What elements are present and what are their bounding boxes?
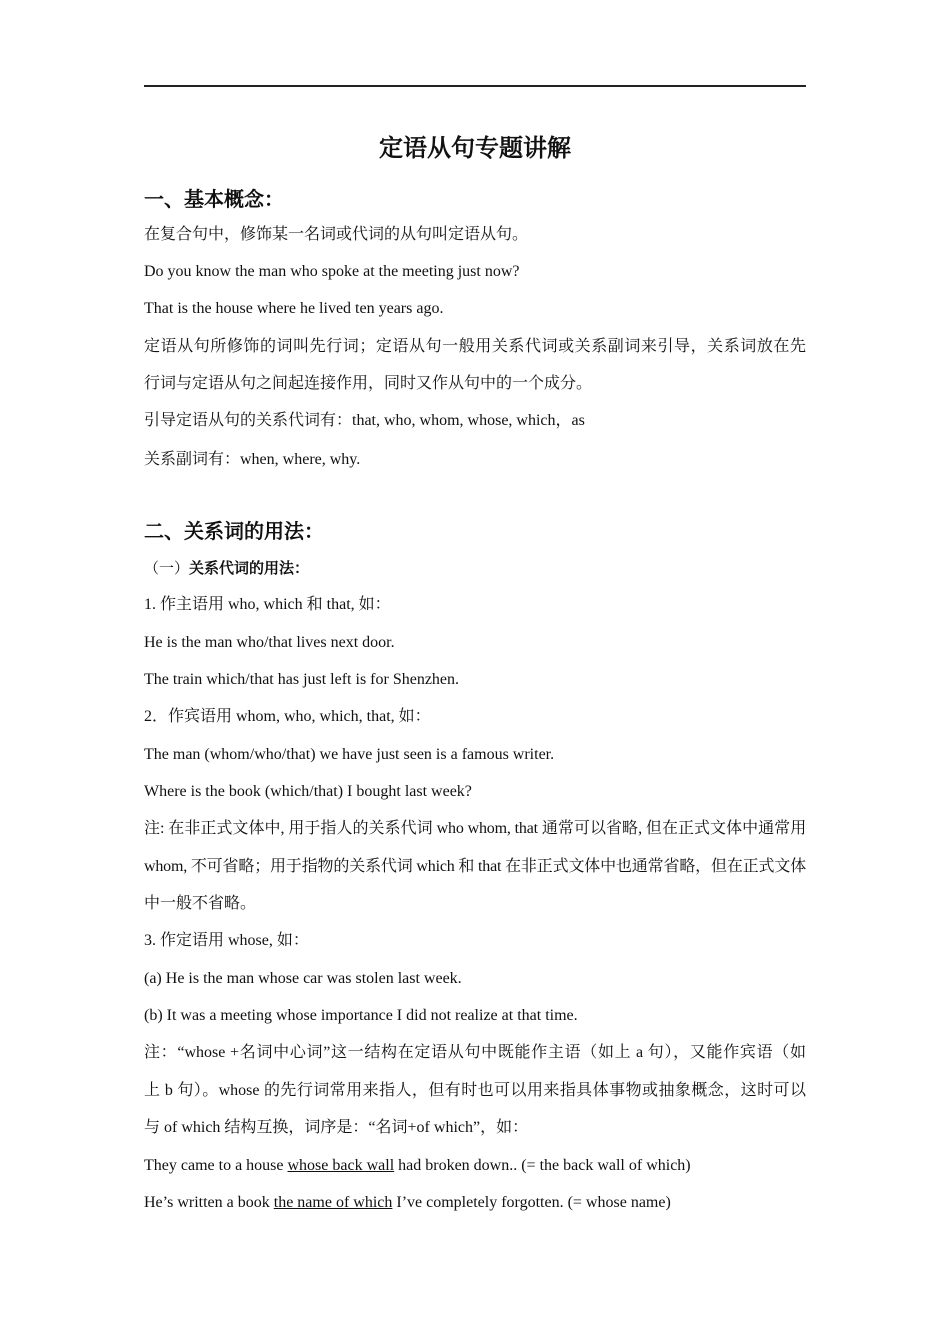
example-sentence: Where is the book (which/that) I bought last week? — [144, 783, 472, 800]
note-line: 中一般不省略。 — [144, 895, 257, 912]
example-sentence: That is the house where he lived ten years ago. — [144, 300, 444, 317]
underlined-phrase: the name of which — [273, 1194, 393, 1211]
example-text: They came to a house — [144, 1157, 288, 1174]
rule-line: 1. 作主语用 who, which 和 that, 如： — [144, 596, 391, 613]
section2-heading: 二、关系词的用法： — [144, 521, 324, 543]
example-sentence: (a) He is the man whose car was stolen last week. — [144, 970, 462, 987]
example-sentence: The man (whom/who/that) we have just seen is a famous writer. — [144, 746, 555, 763]
section1-heading: 一、基本概念： — [144, 189, 284, 211]
page-title: 定语从句专题讲解 — [379, 136, 571, 162]
example-sentence: The train which/that has just left is for Shenzhen. — [144, 671, 460, 688]
example-text: I’ve completely forgotten. (= whose name) — [392, 1194, 671, 1211]
paragraph-line: 关系副词有：when, where, why. — [144, 451, 361, 468]
subsection-prefix: （一） — [144, 561, 190, 577]
example-sentence: Do you know the man who spoke at the meeting just now? — [144, 263, 520, 280]
note-line: 注: 在非正式文体中, 用于指人的关系代词 who whom, that 通常可以省略, 但在正式文体中通常用 — [144, 820, 806, 837]
paragraph-line: 在复合句中，修饰某一名词或代词的从句叫定语从句。 — [144, 226, 529, 243]
header-rule — [144, 85, 806, 87]
paragraph-line: 引导定语从句的关系代词有：that, who, whom, whose, which，as — [144, 412, 585, 429]
example-text: had broken down.. (= the back wall of which) — [394, 1157, 691, 1174]
example-sentence — [144, 1192, 806, 1214]
note-line: 注：“whose +名词中心词”这一结构在定语从句中既能作主语（如上 a 句），又能作宾语（如 — [144, 1044, 806, 1061]
rule-line: 3. 作定语用 whose, 如： — [144, 932, 309, 949]
note-line: 上 b 句）。whose 的先行词常用来指人，但有时也可以用来指具体事物或抽象概念，这时可以 — [144, 1082, 806, 1099]
paragraph-line: 定语从句所修饰的词叫先行词；定语从句一般用关系代词或关系副词来引导，关系词放在先 — [144, 338, 806, 355]
subsection-label: 关系代词的用法： — [189, 561, 310, 577]
underlined-phrase: whose back wall — [287, 1157, 395, 1174]
paragraph-line: 行词与定语从句之间起连接作用，同时又作从句中的一个成分。 — [144, 375, 593, 392]
example-sentence — [144, 1155, 806, 1177]
note-line: 与 of which 结构互换，词序是：“名词+of which”，如： — [144, 1119, 529, 1136]
subsection-heading — [144, 558, 309, 580]
example-sentence: (b) It was a meeting whose importance I did not realize at that time. — [144, 1007, 578, 1024]
note-line: whom, 不可省略；用于指物的关系代词 which 和 that 在非正式文体中也通常省略，但在正式文体 — [144, 858, 806, 875]
example-text: He’s written a book — [144, 1194, 274, 1211]
example-sentence: He is the man who/that lives next door. — [144, 634, 395, 651]
rule-line: 2．作宾语用 whom, who, which, that, 如： — [144, 708, 431, 725]
